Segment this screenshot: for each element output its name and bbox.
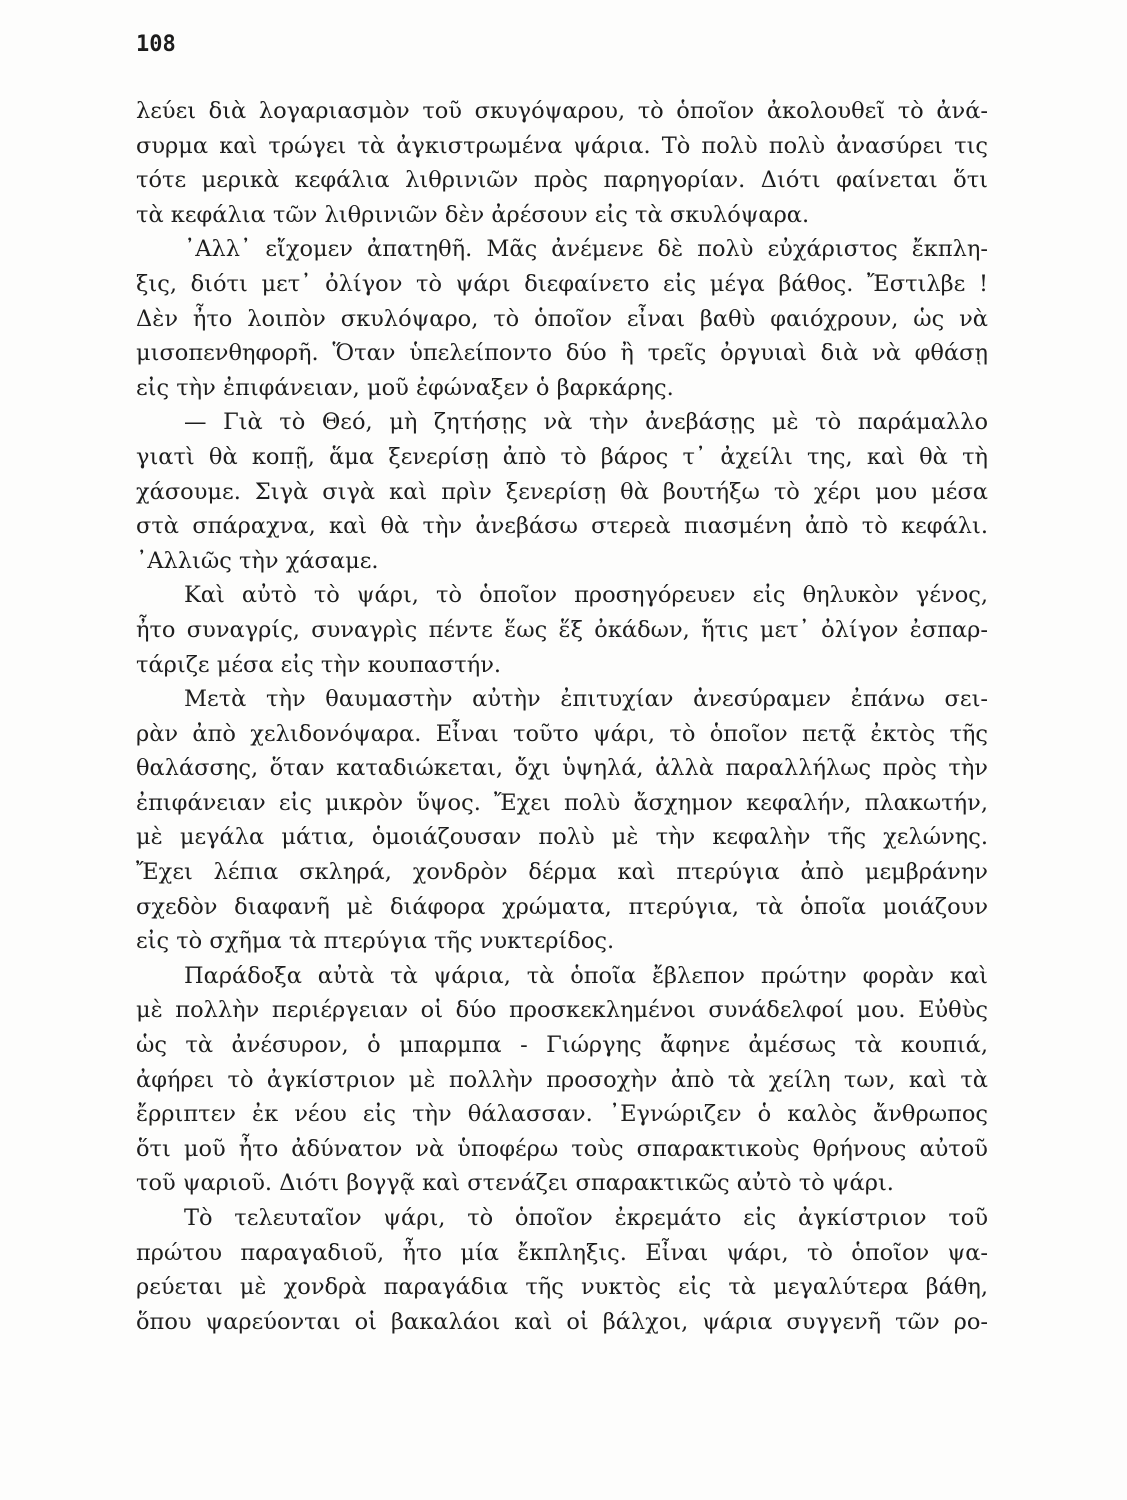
page-number: 108 (136, 32, 176, 57)
text-line: Καὶ αὐτὸ τὸ ψάρι, τὸ ὁποῖον προσηγόρευεν εἰς θηλυκὸν γένος, (184, 582, 988, 609)
text-line: τοῦ ψαριοῦ. Διότι βογγᾷ καὶ στενάζει σπαρακτικῶς αὐτὸ τὸ ψάρι. (136, 1170, 894, 1197)
text-line: ὡς τὰ ἀνέσυρον, ὁ μπαρμπα - Γιώργης ἄφηνε ἀμέσως τὰ κουπιά, (136, 1032, 988, 1059)
text-line: ὅπου ψαρεύονται οἱ βακαλάοι καὶ οἱ βάλχοι, ψάρια συγγενῆ τῶν ρο- (136, 1308, 988, 1335)
text-line: συρμα καὶ τρώγει τὰ ἀγκιστρωμένα ψάρια. Τὸ πολὺ πολὺ ἀνασύρει τις (136, 132, 988, 159)
text-line: ὅτι μοῦ ἦτο ἀδύνατον νὰ ὑποφέρω τοὺς σπαρακτικοὺς θρήνους αὐτοῦ (136, 1135, 988, 1162)
text-line: ἔρριπτεν ἐκ νέου εἰς τὴν θάλασσαν. ᾿Εγνώριζεν ὁ καλὸς ἄνθρωπος (136, 1101, 988, 1128)
body-text (136, 94, 988, 1339)
text-line: τάριζε μέσα εἰς τὴν κουπαστήν. (136, 651, 502, 678)
text-line: μισοπενθηφορῆ. Ὅταν ὑπελείποντο δύο ἢ τρεῖς ὀργυιαὶ διὰ νὰ φθάσῃ (136, 340, 988, 367)
text-line: γιατὶ θὰ κοπῇ, ἅμα ξενερίσῃ ἀπὸ τὸ βάρος τ᾿ ἀχείλι της, καὶ θὰ τὴ (136, 443, 988, 470)
text-line: λεύει διὰ λογαριασμὸν τοῦ σκυγόψαρου, τὸ ὁποῖον ἀκολουθεῖ τὸ ἀνά- (136, 98, 988, 124)
text-line: μὲ πολλὴν περιέργειαν οἱ δύο προσκεκλημένοι συνάδελφοί μου. Εὐθὺς (136, 997, 988, 1024)
text-line: χάσουμε. Σιγὰ σιγὰ καὶ πρὶν ξενερίσῃ θὰ βουτήξω τὸ χέρι μου μέσα (136, 478, 988, 505)
text-line: ἀφήρει τὸ ἀγκίστριον μὲ πολλὴν προσοχὴν ἀπὸ τὰ χείλη των, καὶ τὰ (136, 1066, 988, 1093)
text-line: ἐπιφάνειαν εἰς μικρὸν ὕψος. Ἔχει πολὺ ἄσχημον κεφαλήν, πλακωτήν, (136, 789, 988, 816)
text-line: ρεύεται μὲ χονδρὰ παραγάδια τῆς νυκτὸς εἰς τὰ μεγαλύτερα βάθη, (136, 1274, 988, 1301)
text-line: ἦτο συναγρίς, συναγρὶς πέντε ἕως ἕξ ὀκάδων, ἥτις μετ᾿ ὀλίγον ἐσπαρ- (136, 616, 988, 643)
text-line: ᾿Αλλ᾿ εἴχομεν ἀπατηθῆ. Μᾶς ἀνέμενε δὲ πολὺ εὐχάριστος ἔκπλη- (184, 236, 988, 263)
text-line: ᾿Αλλιῶς τὴν χάσαμε. (136, 547, 379, 574)
text-line: Μετὰ τὴν θαυμαστὴν αὐτὴν ἐπιτυχίαν ἀνεσύραμεν ἐπάνω σει- (184, 686, 988, 713)
text-line: Παράδοξα αὐτὰ τὰ ψάρια, τὰ ὁποῖα ἔβλεπον πρώτην φορὰν καὶ (184, 962, 988, 989)
text-line: — Γιὰ τὸ Θεό, μὴ ζητήσῃς νὰ τὴν ἀνεβάσῃς μὲ τὸ παράμαλλο (184, 409, 988, 436)
text-line: ξις, διότι μετ᾿ ὀλίγον τὸ ψάρι διεφαίνετο εἰς μέγα βάθος. Ἔστιλβε ! (136, 270, 988, 297)
text-line: εἰς τὴν ἐπιφάνειαν, μοῦ ἐφώναξεν ὁ βαρκάρης. (136, 374, 674, 401)
text-line: θαλάσσης, ὅταν καταδιώκεται, ὄχι ὑψηλά, ἀλλὰ παραλλήλως πρὸς τὴν (136, 755, 988, 782)
text-line: στὰ σπάραχνα, καὶ θὰ τὴν ἀνεβάσω στερεὰ πιασμένη ἀπὸ τὸ κεφάλι. (136, 513, 988, 540)
text-line: εἰς τὸ σχῆμα τὰ πτερύγια τῆς νυκτερίδος. (136, 928, 615, 955)
text-line: Τὸ τελευταῖον ψάρι, τὸ ὁποῖον ἐκρεμάτο εἰς ἀγκίστριον τοῦ (184, 1205, 988, 1231)
text-line: τότε μερικὰ κεφάλια λιθρινιῶν πρὸς παρηγορίαν. Διότι φαίνεται ὅτι (136, 167, 988, 194)
text-line: τὰ κεφάλια τῶν λιθρινιῶν δὲν ἀρέσουν εἰς τὰ σκυλόψαρα. (136, 201, 810, 228)
text-line: σχεδὸν διαφανῆ μὲ διάφορα χρώματα, πτερύγια, τὰ ὁποῖα μοιάζουν (136, 893, 988, 920)
text-line: Δὲν ἦτο λοιπὸν σκυλόψαρο, τὸ ὁποῖον εἶναι βαθὺ φαιόχρουν, ὡς νὰ (136, 305, 988, 332)
text-line: ρὰν ἀπὸ χελιδονόψαρα. Εἶναι τοῦτο ψάρι, τὸ ὁποῖον πετᾷ ἐκτὸς τῆς (136, 720, 988, 747)
text-line: Ἔχει λέπια σκληρά, χονδρὸν δέρμα καὶ πτερύγια ἀπὸ μεμβράνην (136, 859, 988, 886)
text-line: μὲ μεγάλα μάτια, ὁμοιάζουσαν πολὺ μὲ τὴν κεφαλὴν τῆς χελώνης. (136, 824, 988, 851)
text-line: πρώτου παραγαδιοῦ, ἦτο μία ἔκπληξις. Εἶναι ψάρι, τὸ ὁποῖον ψα- (136, 1239, 988, 1266)
